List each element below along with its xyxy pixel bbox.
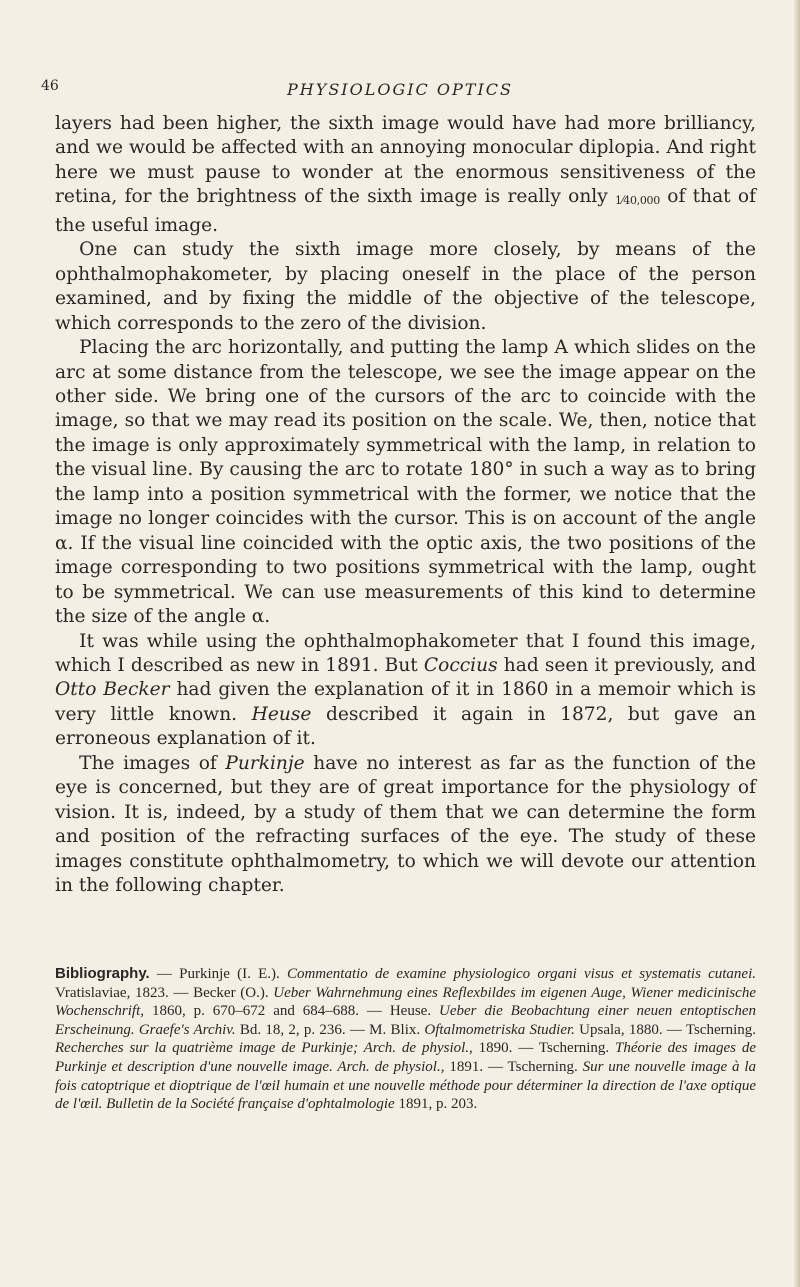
body-text bbox=[55, 112, 756, 899]
bibliography: Bibliography. — Purkinje (I. E.). Commentatio de examine physiologico organi visus et systematis cutanei. Vratislaviae, 1823. — Becker (O.). Ueber Wahrnehmung eines Reflexbildes im eigenen Auge, Wiener medicinische Wochenschrift, 1860, p. 670–672 and 684–688. — Heuse. Ueber die Beobachtung einer neuen entoptischen Erscheinung. Graefe's Archiv. Bd. 18, 2, p. 236. — M. Blix. Oftalmometriska Studier. Upsala, 1880. — Tscherning. Recherches sur la quatrième image de Purkinje; Arch. de physiol., 1890. — Tscherning. Théorie des images de Purkinje et description d'une nouvelle image. Arch. de physiol., 1891. — Tscherning. Sur une nouvelle image à la fois catoptrique et dioptrique de l'œil humain et une nouvelle méthode pour déterminer la direction de l'axe optique de l'œil. Bulletin de la Société française d'ophtalmologie 1891, p. 203. bbox=[55, 965, 757, 1113]
paragraph: Placing the arc horizontally, and putting the lamp A which slides on the arc at some distance from the telescope, we see the image appear on the other side. We bring one of the cursors of the arc to coincide with the image, so that we may read its position on the scale. We, then, notice that the image is only approximately symmetrical with the lamp, in relation to the visual line. By causing the arc to rotate 180° in such a way as to bring the lamp into a position symmetrical with the former, we notice that the image no longer coincides with the cursor. This is on account of the angle α. If the visual line coincided with the optic axis, the two positions of the image corresponding to two positions symmetrical with the lamp, ought to be symmetrical. We can use measurements of this kind to determine the size of the angle α. bbox=[55, 337, 756, 628]
page-edge bbox=[794, 0, 800, 1287]
paragraph: It was while using the ophthalmophakometer that I found this image, which I described as new in 1891. But Coccius had seen it previously, and Otto Becker had given the explanation of it in 1860 in a memoir which is very little known. Heuse described it again in 1872, but gave an erroneous explanation of it. bbox=[55, 630, 756, 750]
page-number: 46 bbox=[41, 78, 59, 94]
author-name: Otto Becker bbox=[55, 679, 170, 701]
paragraph: One can study the sixth image more closely, by means of the ophthalmophakometer, by placing oneself in the place of the person examined, and by fixing the middle of the objective of the telescope, which corresponds to the zero of the division. bbox=[55, 239, 756, 334]
paragraph: layers had been higher, the sixth image would have had more brilliancy, and we would be affected with an annoying monocular diplopia. And right here we must pause to wonder at the enormous sensitiveness of the retina, for the brightness of the sixth image is really only 1⁄40,000 of that of the useful image. bbox=[55, 113, 756, 236]
author-name: Heuse bbox=[251, 703, 312, 725]
paragraph: The images of Purkinje have no interest as far as the function of the eye is concerned, but they are of great importance for the physiology of vision. It is, indeed, by a study of them that we can determine the form and position of the refracting surfaces of the eye. The study of these images constitute ophthalmometry, to which we will devote our attention in the following chapter. bbox=[55, 752, 756, 897]
running-head: PHYSIOLOGIC OPTICS bbox=[287, 80, 513, 99]
author-name: Coccius bbox=[423, 654, 498, 676]
bibliography-heading: Bibliography. bbox=[55, 965, 150, 982]
fraction: 1⁄40,000 bbox=[615, 194, 660, 208]
author-name: Purkinje bbox=[225, 752, 305, 774]
